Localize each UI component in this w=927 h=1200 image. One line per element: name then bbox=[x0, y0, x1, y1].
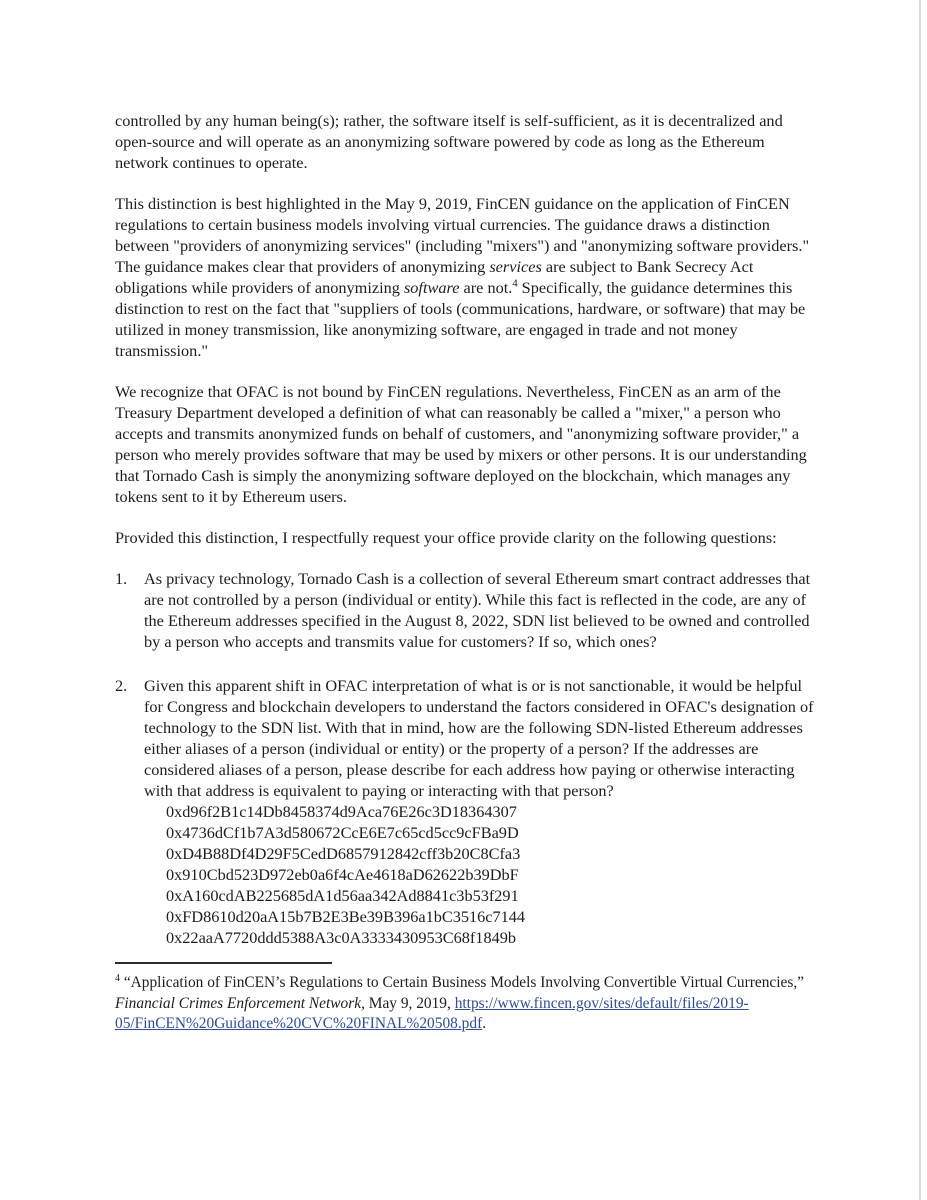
footnote-marker: 4 bbox=[115, 972, 120, 984]
paragraph-fincen-guidance bbox=[115, 193, 815, 361]
question-text: As privacy technology, Tornado Cash is a collection of several Ethereum smart contract addresses that are not controlled by a person (individual or entity). While this fact is reflected in the code, are any of the Ethereum addresses specified in the August 8, 2022, SDN list believed to be owned and controlled by a person who accepts and transmits value for customers? If so, which ones? bbox=[144, 569, 811, 651]
footnote-separator bbox=[115, 962, 332, 964]
letter-body bbox=[115, 110, 815, 1035]
question-text: Given this apparent shift in OFAC interpretation of what is or is not sanctionable, it would be helpful for Congress and blockchain developers to understand the factors considered in OFAC's designation of technology to the SDN list. With that in mind, how are the following SDN-listed Ethereum addresses either aliases of a person (individual or entity) or the property of a person? If the addresses are considered aliases of a person, please describe for each address how paying or otherwise interacting with that address is equivalent to paying or interacting with that person? bbox=[144, 676, 814, 800]
paragraph-2-text: are not. bbox=[459, 278, 513, 297]
question-text-block bbox=[144, 675, 815, 948]
paragraph-2-text: This distinction is best highlighted in the May 9, 2019, FinCEN guidance on the application of FinCEN regulations to certain business models involving virtual currencies. The guidance draws a distinction between "providers of anonymizing services" (including "mixers") and "anonymizing software providers." The guidance makes clear that providers of anonymizing bbox=[115, 194, 810, 276]
ethereum-address: 0xA160cdAB225685dA1d56aa342Ad8841c3b53f291 bbox=[166, 886, 519, 905]
ethereum-address: 0x22aaA7720ddd5388A3c0A3333430953C68f1849b bbox=[166, 928, 517, 947]
question-number: 2. bbox=[115, 676, 128, 695]
ethereum-address-list bbox=[166, 801, 815, 948]
footnote-source-italic: Financial Crimes Enforcement Network, bbox=[115, 994, 365, 1012]
paragraph-2-text: Specifically, the guidance determines this distinction to rest on the fact that "suppliers of tools (communications, hardware, or software) that may be utilized in money transmission, like anonymizing software, are engaged in trade and not money transmission." bbox=[115, 278, 806, 360]
paragraph-request-clarity: Provided this distinction, I respectfully request your office provide clarity on the following questions: bbox=[115, 528, 777, 547]
questions-list bbox=[115, 568, 815, 948]
ethereum-address: 0xD4B88Df4D29F5CedD6857912842cff3b20C8Cfa3 bbox=[166, 844, 521, 863]
footnote-area bbox=[115, 962, 815, 1035]
scan-artifact-line bbox=[919, 0, 921, 1200]
footnote bbox=[115, 973, 815, 1035]
footnote-link[interactable]: https://www.fincen.gov/sites/default/files/2019-05/FinCEN%20Guidance%20CVC%20FINAL%20508.pdf bbox=[115, 994, 749, 1032]
paragraph-ofac-fincen: We recognize that OFAC is not bound by FinCEN regulations. Nevertheless, FinCEN as an arm of the Treasury Department developed a definition of what can reasonably be called a "mixer," a person who accepts and transmits anonymized funds on behalf of customers, and "anonymizing software provider," a person who merely provides software that may be used by mixers or other persons. It is our understanding that Tornado Cash is simply the anonymizing software deployed on the blockchain, which manages any tokens sent to it by Ethereum users. bbox=[115, 382, 807, 506]
italic-services: services bbox=[489, 257, 542, 276]
footnote-reference-4: 4 bbox=[512, 278, 518, 290]
question-number: 1. bbox=[115, 569, 128, 588]
footnote-text: . bbox=[482, 1015, 487, 1032]
footnote-text: “Application of FinCEN’s Regulations to Certain Business Models Involving Convertible Virtual Currencies,” bbox=[120, 974, 805, 991]
ethereum-address: 0x910Cbd523D972eb0a6f4cAe4618aD62622b39DbF bbox=[166, 865, 519, 884]
italic-software: software bbox=[403, 278, 460, 297]
ethereum-address: 0x4736dCf1b7A3d580672CcE6E7c65cd5cc9cFBa9D bbox=[166, 823, 519, 842]
question-text-block bbox=[144, 568, 815, 652]
footnote-text: May 9, 2019, bbox=[364, 994, 455, 1012]
question-1 bbox=[115, 568, 815, 652]
ethereum-address: 0xd96f2B1c14Db8458374d9Aca76E26c3D18364307 bbox=[166, 802, 517, 821]
paragraph-2-text: are subject to Bank Secrecy Act obligations while providers of anonymizing bbox=[115, 257, 754, 297]
question-2 bbox=[115, 675, 815, 948]
ethereum-address: 0xFD8610d20aA15b7B2E3Be39B396a1bC3516c7144 bbox=[166, 907, 526, 926]
paragraph-self-sufficient-software: controlled by any human being(s); rather, the software itself is self-sufficient, as it is decentralized and open-source and will operate as an anonymizing software powered by code as long as the Ethereum network continues to operate. bbox=[115, 111, 783, 172]
